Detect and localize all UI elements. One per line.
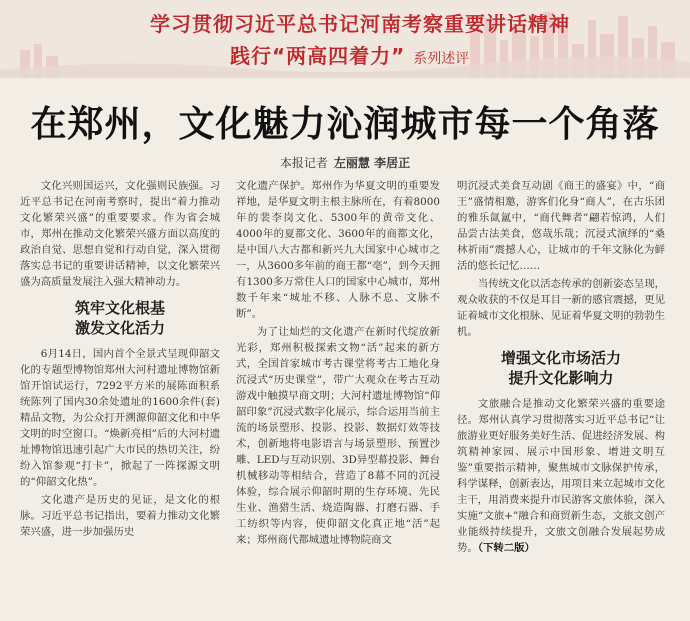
byline	[0, 154, 690, 171]
paragraph: 当传统文化以活态传承的创新姿态呈现，观众收获的不仅是耳目一新的感官震撼，更见证着城市文化根脉、见证着华夏文明的勃勃生机。	[457, 278, 665, 338]
paragraph: 明沉浸式美食互动剧《商王的盛宴》中，“商王”盛情相邀，游客们化身“商人”，在古乐团的雅乐氤氲中，“商代舞者”翩若惊鸿，人们品尝古法美食，悠哉乐哉；沉浸式演绎的“桑林祈雨”震撼人心，让城市的千年文脉化为鲜活的悠长记忆……	[457, 180, 665, 272]
continued-note: （下转二版）	[477, 542, 535, 554]
series-subtitle-main: 践行“两高四着力”	[230, 44, 406, 68]
series-subtitle	[230, 40, 469, 69]
series-subtitle-tag: 系列述评	[413, 51, 470, 67]
series-title: 学习贯彻习近平总书记河南考察重要讲话精神	[150, 12, 570, 36]
paragraph: 文化遗产保护。郑州作为华夏文明的重要发祥地，是华夏文明主根主脉所在，有着8000年的裴李岗文化、5300年的黄帝文化、4000年的夏都文化、3600年的商都文化，是中国八大古都和新兴九大国家中心城市之一，从3600多年前的商王都“亳”，到今天拥有1300多万常住人口的国家中心城市，郑州数千年来“城址不移、人脉不息、文脉不断”。	[236, 180, 440, 320]
byline-names: 左丽慧 李居正	[333, 156, 411, 170]
paragraph: 为了让灿烂的文化遗产在新时代绽放新光彩，郑州积极探索文物“活”起来的新方式，全国首家城市考古课堂将考古工地化身沉浸式“历史课堂”，带广大观众在考古互动游戏中触摸早商文明；大河村遗址博物馆“仰韶印象”沉浸式数字化展示，综合运用当前主流的场景塑形、投影、投影、数据灯效等技术，创新地将电影语言与场景塑形、预置沙雕、LED与互动识别、3D异型幕投影、舞台机械移动等相结合，营造了8幕不同的沉浸体验，综合展示仰韶时期的生存环境、先民生业、渔猎生活、烧造陶器、打磨石器、手工纺织等内容，使仰韶文化真正地“活”起来；郑州商代都城遗址博物院商文	[236, 326, 441, 546]
section-heading-2-line1: 增强文化市场活力	[500, 349, 621, 367]
paragraph: 文化兴则国运兴，文化强则民族强。习近平总书记在河南考察时，提出“着力推动文化繁荣兴盛”的重要要求。作为省会城市，郑州在推动文化繁荣兴盛方面以高度的政治自觉、思想自觉和行动自觉，深入贯彻落实总书记的重要讲话精神，以文化繁荣兴盛为高质量发展注入强大精神动力。	[20, 180, 220, 288]
article-column-3	[457, 178, 665, 558]
paragraph: 文化遗产是历史的见证，是文化的根脉。习近平总书记指出，要着力推动文化繁荣兴盛，进一步加强历史	[20, 494, 220, 538]
article-column-1	[20, 178, 220, 542]
paragraph-text: 文旅融合是推动文化繁荣兴盛的重要途径。郑州认真学习贯彻落实习近平总书记“让旅游业更好服务美好生活、促进经济发展、构筑精神家园、展示中国形象、增进文明互鉴”重要指示精神，聚焦城市文脉保护传承，科学谋释，创新表达，用项目来立起城市文化主干，用消费来提升市民游客文旅体验，深入实施“文旅+”融合和商贸新生态，文旅文创产业能级持续提升，文旅文创融合发展起势成势。	[457, 398, 665, 554]
section-heading-1	[20, 298, 220, 338]
byline-prefix: 本报记者	[279, 156, 328, 170]
series-banner	[0, 0, 690, 78]
section-heading-2-line2: 提升文化影响力	[508, 369, 614, 387]
article-headline: 在郑州，文化魅力沁润城市每一个角落	[30, 103, 660, 145]
article-column-2	[236, 178, 440, 550]
paragraph	[457, 396, 665, 556]
section-heading-1-line2: 激发文化活力	[74, 319, 165, 337]
paragraph: 6月14日，国内首个全景式呈现仰韶文化的专题型博物馆郑州大河村遗址博物馆新馆开馆试运行，7292平方米的展陈面积系统陈列了国内30余处遗址的1600余件(套)精品文物，为公众打开溯源仰韶文化和中华文明的时空窗口。“焕新亮相”后的大河村遗址博物馆迅速引起广大市民的热切关注，纷纷入馆参观“打卡”，掀起了一阵探源文明的“仰韶文化热”。	[20, 348, 220, 488]
section-heading-1-line1: 筑牢文化根基	[74, 299, 165, 317]
section-heading-2	[457, 348, 665, 388]
